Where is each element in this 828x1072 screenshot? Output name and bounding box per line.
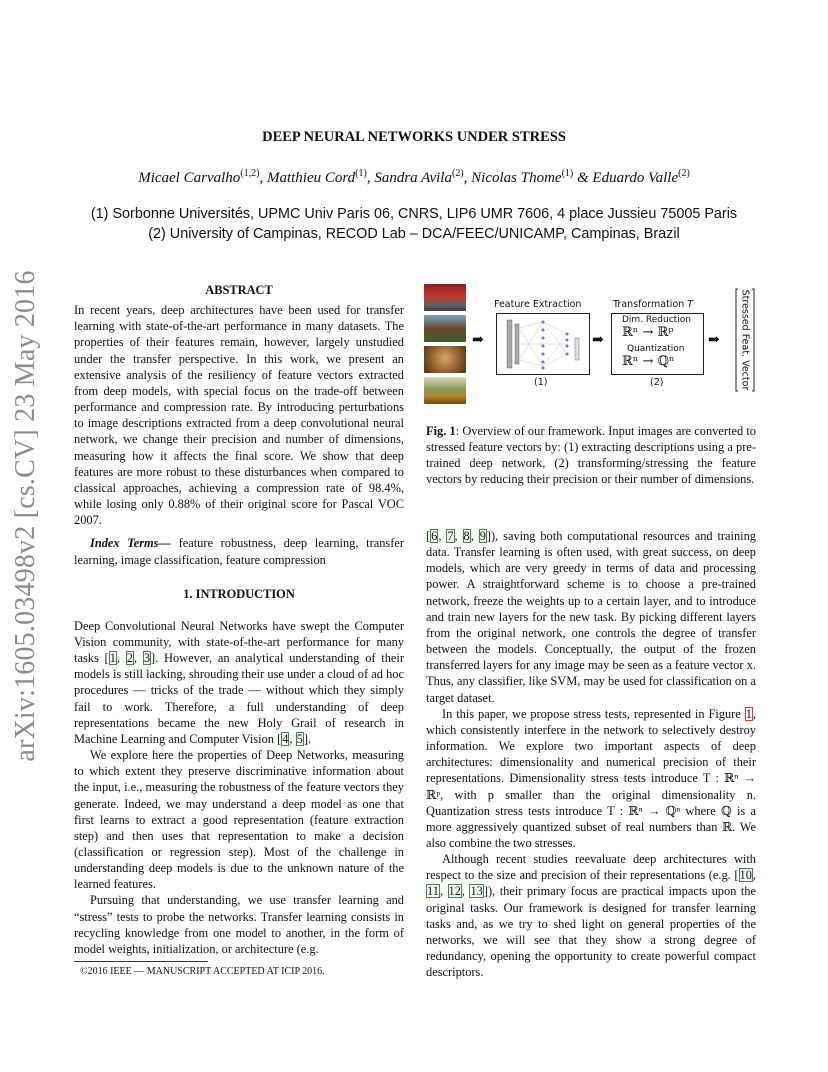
citation-link[interactable]: 8 [463,529,470,543]
intro-p1-text-c: ]. [303,731,312,746]
caption-label: Fig. 1 [426,424,456,438]
feature-extraction-box [496,313,590,375]
intro-citations-1: 1, 2, 3 [109,651,151,666]
author-affiliation-mark: (1) [355,168,367,179]
dim-reduction-label: Dim. Reduction [622,315,691,325]
transformation-box [611,313,704,375]
footnote-rule [74,961,208,962]
intro-paragraph-1 [74,618,404,747]
author-separator: & [573,170,593,186]
author-affiliation-mark: (2) [678,168,690,179]
right-p1-open: [ [426,529,431,543]
citation-link[interactable]: 3 [143,651,151,666]
index-terms [74,535,404,567]
citation-link[interactable]: 13 [470,884,483,899]
intro-paragraph-3: Pursuing that understanding, we use transfer learning and “stress” tests to probe the networks. Transfer learning consists in recycling knowledge from one model to another, in the form of model weights, initialization, or architecture (e.g. [74,893,404,956]
transformation-label [613,299,693,310]
arrow-icon: ➡ [592,333,604,348]
abstract-text: In recent years, deep architectures have been used for transfer learning with state-of-the-art performance in many datasets. The properties of their features remain, however, largely unstudied under the transfer perspective. In this work, we present an extensive analysis of the resiliency of feature vectors extracted from deep models, with special focus on the trade-off between performance and compression rate. By introducing perturbations to image descriptions extracted from a deep convolutional neural network, we change their precision and number of dimensions, measuring how it affects the final score. We show that deep features are more robust to these disturbances when compared to classical approaches, achieving a compression rate of 98.4%, while losing only 0.88% of their original score for Pascal VOC 2007. [74,303,404,528]
quantization-label: Quantization [627,344,685,354]
output-vector [735,288,755,392]
author-name: Micael Carvalho [138,170,241,186]
arxiv-id: arXiv:1605.03498v2 [cs.CV] 23 May 2016 [10,270,41,762]
right-column [426,528,756,980]
right-p1-text: ]), saving both computational resources and training data. Transfer learning is often used, with great success, on deep models, which are very greedy in terms of data and processing power. A straightforward scheme is to choose a pre-trained network, freeze the weights up to a certain layer, and to introduce and train new layers for the new task. By picking different layers from the original network, one controls the degree of transfer between the models. Conceptually, the output of the frozen transferred layers for any image may be seen as a feature vector x. Thus, any classifier, like SVM, may be used for classification on a target dataset. [426,529,756,705]
right-p3-text-b: ]), their primary focus are practical impacts upon the original tasks. Our framework is designed for transfer learning tasks and, as we try to shed light on general properties of the networks, we will see that they show a strong degree of redundancy, opening the opportunity to create powerful compact descriptors. [426,884,756,980]
intro-p1-text-b: ]. However, an analytical understanding of their models is still lacking, shrouding their use under a cloud of ad hoc procedures — tricks of the trade — without which they simply fail to work. Therefore, a full understanding of deep representations became the new Holy Grail of research in Machine Learning and Computer Vision [ [74,651,404,746]
right-paragraph-3 [426,851,756,980]
authors [0,168,828,187]
citation-link[interactable]: 5 [296,731,303,746]
author-name: Nicolas Thome [471,170,562,186]
citation-link[interactable]: 6 [431,529,438,543]
intro-paragraph-2: We explore here the properties of Deep Networks, measuring to which extent they preserve discriminative information about the input, i.e., measuring the robustness of the feature vectors they generate. Indeed, we may understand a deep model as one that first learns to extract a good representation (feature extraction step) and then uses that representation to make a decision (classification or regression step). Most of the challenge in understanding deep models is due to the unknown nature of the learned features. [74,748,404,892]
right-paragraph-2 [426,706,756,851]
input-image-horse [424,315,466,342]
citation-link[interactable]: 9 [479,529,486,543]
citation-link[interactable]: 4 [282,731,289,746]
author-affiliation-mark: (2) [451,168,464,179]
arrow-icon: ➡ [472,333,484,348]
right-p2-text-b: , which consistently interfere in the network to selectively destroy information. We explore two important aspects of deep architectures: dimensionality and numerical precision of their representations. Dimensionality stress tests introduce T : ℝⁿ → ℝᵖ, with p smaller than the original dimensionality n. Quantization stress tests introduce T : ℝⁿ → ℚⁿ where ℚ is a more aggressively quantized subset of real numbers than ℝ. We also combine the two stresses. [426,706,756,850]
author-separator: , [259,170,267,186]
affiliation-2: (2) University of Campinas, RECOD Lab – DCA/FEEC/UNICAMP, Campinas, Brazil [148,226,680,242]
dim-reduction-math: ℝⁿ → ℝᵖ [622,325,674,340]
step-1-label: (1) [534,377,548,388]
network-diagram-icon [497,314,589,374]
feature-extraction-label: Feature Extraction [494,299,582,310]
citation-link[interactable]: 7 [447,529,454,543]
input-image-cars [424,284,466,311]
right-paragraph-1 [426,528,756,706]
intro-p1-text-a: Deep Convolutional Neural Networks have swept the Computer Vision community, with state-of-the-art performance for many tasks [ [74,618,404,666]
right-citations-1: 6, 7, 8, 9 [431,529,486,543]
figure-ref-link[interactable]: 1 [745,706,752,721]
figure-1 [424,284,756,400]
author-affiliation-mark: (1) [561,168,574,179]
citation-link[interactable]: 1 [109,651,116,666]
step-2-label: (2) [650,377,664,388]
caption-text: : Overview of our framework. Input images are converted to stressed feature vectors by: (1) extracting descriptions using a pre-trained deep network, (2) transforming/stressing the feature vectors by reducing their precision or their number of dimensions. [426,424,756,487]
input-image-cat [424,346,466,373]
index-terms-text: feature robustness, deep learning, transfer learning, image classification, feature compression [74,536,404,567]
footnote: ©2016 IEEE — MANUSCRIPT ACCEPTED AT ICIP 2016. [80,966,325,977]
intro-citations-2: 4, 5 [282,731,303,746]
transformation-var: T [687,299,694,310]
quantization-math: ℝⁿ → ℚⁿ [622,354,675,369]
abstract-heading: ABSTRACT [205,283,273,297]
citation-link[interactable]: 10 [739,868,752,883]
transformation-label-text: Transformation [613,299,688,310]
right-p3-text-a: Although recent studies reevaluate deep architectures with respect to the size and precision of their representations (e.g. [ [426,852,756,883]
right-citations-2: 10, 11, 12, 13 [427,868,756,899]
author-separator: , [463,170,472,186]
index-terms-label: Index Terms— [90,536,171,551]
author-name: Eduardo Valle [592,170,679,186]
left-column [74,282,404,957]
citation-link[interactable]: 11 [427,884,439,899]
citation-link[interactable]: 2 [126,651,133,666]
author-name: Matthieu Cord [266,170,356,186]
input-image-landscape [424,377,466,404]
author-separator: , [366,170,375,186]
citation-link[interactable]: 12 [448,884,461,899]
figure-caption [426,423,756,488]
right-p2-text-a: In this paper, we propose stress tests, represented in Figure [442,706,745,721]
intro-heading: 1. INTRODUCTION [183,586,295,601]
affiliation-1: (1) Sorbonne Universités, UPMC Univ Paris 06, CNRS, LIP6 UMR 7606, 4 place Jussieu 75005 Paris [90,206,738,222]
output-label: Stressed Feat. Vector [739,289,751,391]
author-affiliation-mark: (1,2) [240,168,260,179]
author-name: Sandra Avila [374,170,452,186]
paper-title: DEEP NEURAL NETWORKS UNDER STRESS [262,129,566,145]
arrow-icon: ➡ [708,333,720,348]
arxiv-sidebar [6,270,46,762]
